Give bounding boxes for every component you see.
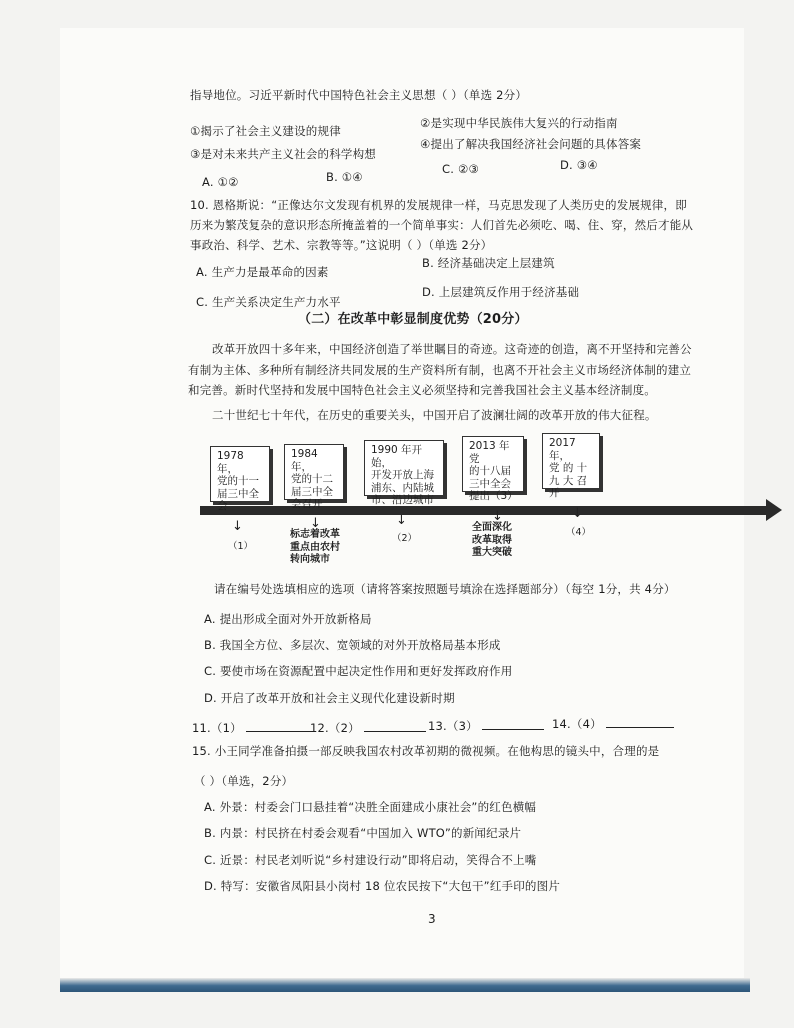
option-c: C. 要使市场在资源配置中起决定性作用和更好发挥政府作用: [204, 664, 513, 678]
down-arrow-icon: ↓: [310, 516, 321, 531]
q10-stem-line2: 历来为繁茂复杂的意识形态所掩盖着的一个简单事实：人们首先必须吃、喝、住、穿，然后才能从: [190, 218, 694, 232]
q9-choice-a: A. ①②: [202, 175, 239, 189]
answer-blank-12: 12.（2）: [310, 719, 426, 735]
q9-option-4: ④提出了解决我国经济社会问题的具体答案: [420, 137, 642, 151]
q10-choice-c: C. 生产关系决定生产力水平: [196, 295, 341, 309]
down-arrow-icon: ↓: [492, 509, 503, 524]
answer-blank-13: 13.（3）: [428, 717, 544, 733]
timeline-label-1: （1）: [228, 541, 254, 552]
timeline-box-1978: 1978 年， 党的十一 届三中全 会: [210, 446, 270, 502]
answer-blank-14: 14.（4）: [552, 715, 674, 731]
option-a: A. 提出形成全面对外开放新格局: [204, 612, 372, 626]
timeline-note-1984: 标志着改革 重点由农村 转向城市: [290, 529, 340, 565]
q10-stem-line1: 10. 恩格斯说：“正像达尔文发现有机界的发展规律一样，马克思发现了人类历史的发展规律，即: [190, 198, 687, 212]
q10-choice-b: B. 经济基础决定上层建筑: [422, 256, 555, 270]
section-paragraph-line1: 改革开放四十多年来，中国经济创造了举世瞩目的奇迹。这奇迹的创造，离不开坚持和完善公: [212, 342, 692, 356]
section-paragraph-line3: 和完善。新时代坚持和发展中国特色社会主义必须坚持和完善我国社会主义基本经济制度。: [188, 383, 656, 397]
q10-stem-line3: 事政治、科学、艺术、宗教等等。”这说明（ ）（单选 2分）: [190, 238, 493, 252]
timeline-note-2013: 全面深化 改革取得 重大突破: [472, 522, 512, 558]
q9-option-1: ①揭示了社会主义建设的规律: [190, 124, 341, 138]
timeline-label-4: （4）: [566, 527, 592, 538]
q9-stem: 指导地位。习近平新时代中国特色社会主义思想（ ）（单选 2分）: [190, 88, 528, 102]
down-arrow-icon: ↓: [232, 519, 243, 534]
section-title: （二）在改革中彰显制度优势（20分）: [298, 312, 528, 327]
q9-choice-b: B. ①④: [326, 170, 363, 184]
q9-choice-d: D. ③④: [560, 158, 598, 172]
page-edge-shadow: [60, 978, 750, 992]
down-arrow-icon: ↓: [572, 506, 583, 521]
timeline-box-2013: 2013 年党 的十八届 三中全会 提出（3）: [462, 436, 524, 492]
q9-option-2: ②是实现中华民族伟大复兴的行动指南: [420, 116, 618, 130]
timeline-label-2: （2）: [392, 533, 418, 544]
option-b: B. 我国全方位、多层次、宽领域的对外开放格局基本形成: [204, 638, 501, 652]
q15-stem: 15. 小王同学准备拍摄一部反映我国农村改革初期的微视频。在他构思的镜头中，合理的是: [192, 744, 660, 758]
q15-paren: （ ）（单选，2分）: [194, 774, 294, 788]
page-number: 3: [428, 912, 436, 926]
answer-blank-11: 11.（1）: [192, 719, 314, 735]
q10-choice-d: D. 上层建筑反作用于经济基础: [422, 285, 580, 299]
section-paragraph-2: 二十世纪七十年代，在历史的重要关头，中国开启了波澜壮阔的改革开放的伟大征程。: [212, 408, 657, 422]
section-paragraph-line2: 有制为主体、多种所有制经济共同发展的生产资料所有制，也离不开社会主义市场经济体制的建立: [188, 363, 692, 377]
down-arrow-icon: ↓: [396, 513, 407, 528]
q15-choice-c: C. 近景：村民老刘听说“乡村建设行动”即将启动，笑得合不上嘴: [204, 853, 537, 867]
q15-choice-d: D. 特写：安徽省凤阳县小岗村 18 位农民按下“大包干”红手印的图片: [204, 879, 561, 893]
timeline-box-1984: 1984 年， 党的十二 届三中全 会召开: [284, 444, 344, 500]
q15-choice-b: B. 内景：村民挤在村委会观看“中国加入 WTO”的新闻纪录片: [204, 826, 522, 840]
q15-choice-a: A. 外景：村委会门口悬挂着“决胜全面建成小康社会”的红色横幅: [204, 800, 537, 814]
q10-choice-a: A. 生产力是最革命的因素: [196, 265, 329, 279]
timeline-arrowhead: [766, 499, 782, 521]
timeline-box-1990: 1990 年开始， 开发开放上海 浦东、内陆城 市、沿边城市: [364, 440, 444, 496]
q9-option-3: ③是对未来共产主义社会的科学构想: [190, 147, 377, 161]
timeline-arrow: [200, 506, 770, 515]
option-d: D. 开启了改革开放和社会主义现代化建设新时期: [204, 691, 455, 705]
fill-instruction: 请在编号处选填相应的选项（请将答案按照题号填涂在选择题部分）（每空 1分，共 4分）: [214, 582, 676, 596]
timeline-box-2017: 2017 年， 党 的 十 九 大 召 开: [542, 433, 600, 489]
q9-choice-c: C. ②③: [442, 162, 479, 176]
